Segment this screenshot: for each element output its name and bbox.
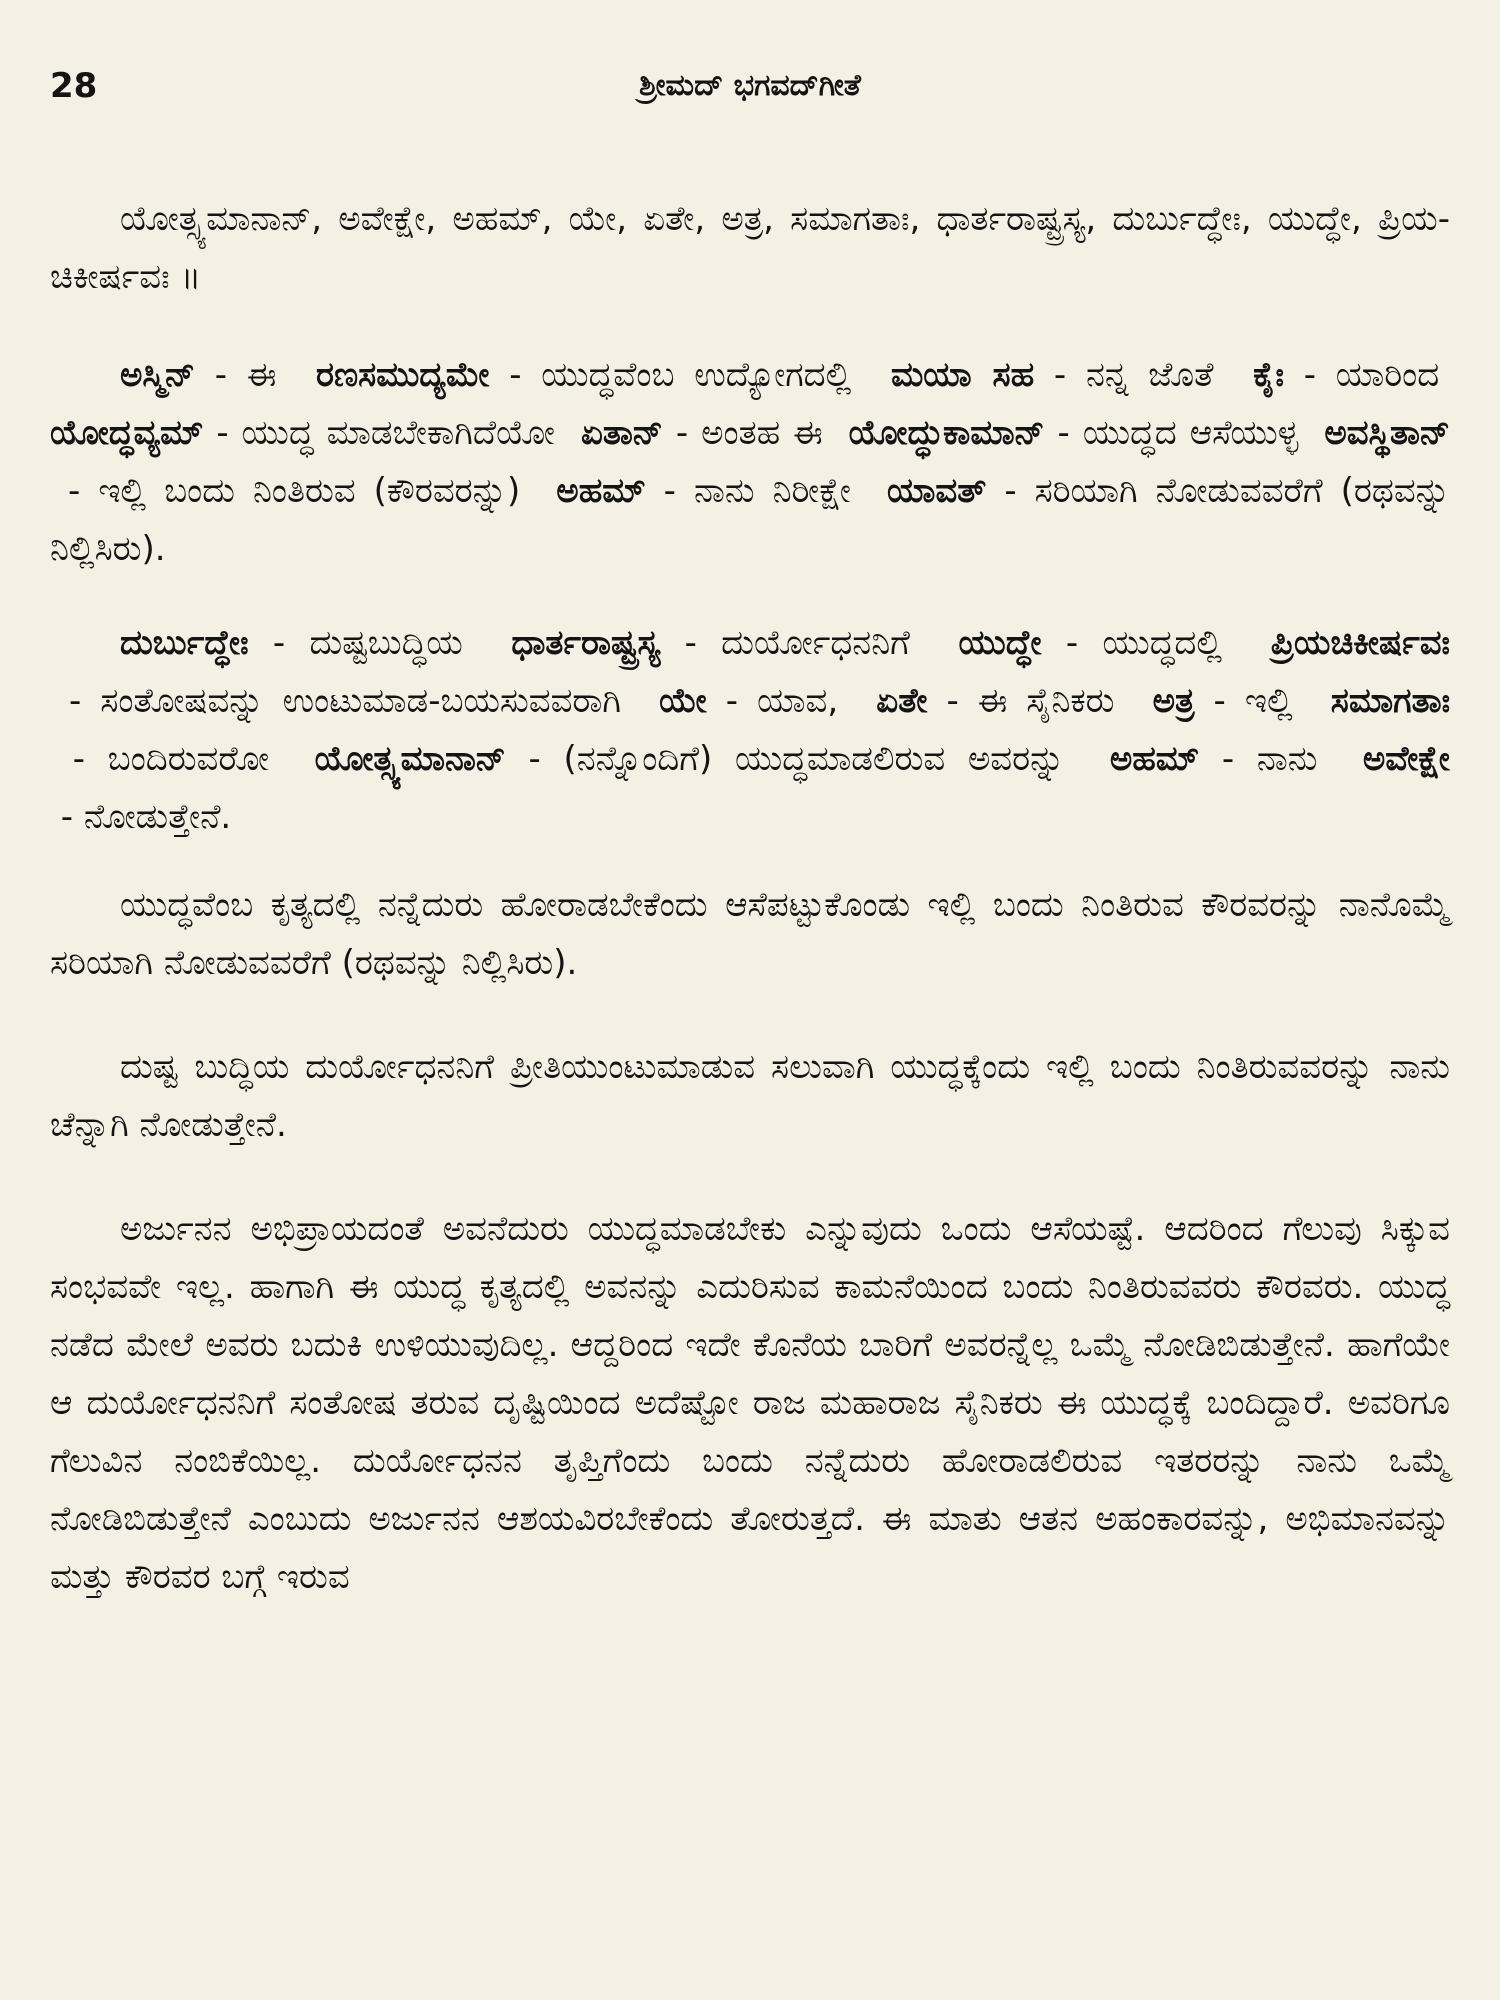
gloss-meaning: ಯಾವ, [757,681,839,721]
gloss-word: ರಣಸಮುದ್ಯಮೇ [315,355,490,395]
page-header [50,64,1450,120]
gloss-meaning: ನಾನು [1256,739,1318,779]
gloss-word: ಯೇ [659,681,707,721]
gloss-meaning: ಯಾರಿಂದ [1335,355,1440,395]
gloss-meaning: ಇಲ್ಲಿ [1244,681,1293,721]
gloss-word: ಯಾವತ್ [887,471,987,511]
page-number: 28 [50,66,98,106]
verse-text: ಯೋತ್ಸ್ಯಮಾನಾನ್, ಅವೇಕ್ಷೇ, ಅಹಮ್, ಯೇ, ಏತೇ, ಅತ್ರ, ಸಮಾಗತಾಃ, ಧಾರ್ತರಾಷ್ಟ್ರಸ್ಯ, ದುರ್ಬುದ್ಧೇಃ, ಯುದ್ಧೇ, ಪ್ರಿಯ-ಚಿಕೀರ್ಷವಃ ॥ [50,199,1450,297]
word-meaning-paragraph-2: ದುರ್ಬುದ್ಧೇಃ - ದುಷ್ಟಬುದ್ಧಿಯ ಧಾರ್ತರಾಷ್ಟ್ರಸ್ಯ - ದುರ್ಯೋಧನನಿಗೆ ಯುದ್ಧೇ - ಯುದ್ಧದಲ್ಲಿ ಪ್ರಿಯಚಿಕೀರ್ಷವಃ - ಸಂತೋಷವನ್ನು ಉಂಟುಮಾಡ-ಬಯಸುವವರಾಗಿ ಯೇ - ಯಾವ, ಏತೇ - ಈ ಸೈನಿಕರು ಅತ್ರ - ಇಲ್ಲಿ ಸಮಾಗತಾಃ - ಬಂದಿರುವರೋ ಯೋತ್ಸ್ಯಮಾನಾನ್ - (ನನ್ನೊಂದಿಗೆ) ಯುದ್ಧಮಾಡಲಿರುವ ಅವರನ್ನು ಅಹಮ್ - ನಾನು ಅವೇಕ್ಷೇ - ನೋಡುತ್ತೇನೆ. [50,623,1451,837]
gloss-word: ಯುದ್ಧೇ [958,623,1042,663]
gloss-word: ಅವಸ್ಥಿತಾನ್ [1324,413,1450,453]
translation-paragraph-1: ಯುದ್ಧವೆಂಬ ಕೃತ್ಯದಲ್ಲಿ ನನ್ನೆದುರು ಹೋರಾಡಬೇಕೆಂದು ಆಸೆಪಟ್ಟುಕೊಂಡು ಇಲ್ಲಿ ಬಂದು ನಿಂತಿರುವ ಕೌರವರನ್ನು ನಾನೊಮ್ಮೆ ಸರಿಯಾಗಿ ನೋಡುವವರೆಗೆ (ರಥವನ್ನು ನಿಲ್ಲಿಸಿರು). [50,885,1450,983]
gloss-meaning: ಈ ಸೈನಿಕರು [977,681,1115,721]
gloss-word: ಏತಾನ್ [580,413,663,453]
gloss-meaning: ಯುದ್ಧವೆಂಬ ಉದ್ಯೋಗದಲ್ಲಿ [541,355,852,395]
gloss-word: ದುರ್ಬುದ್ಧೇಃ [120,623,249,663]
gloss-meaning: ಈ [246,355,277,395]
gloss-word: ಕೈಃ [1253,355,1284,395]
gloss-meaning: ಯುದ್ಧದ ಆಸೆಯುಳ್ಳ [1082,413,1299,453]
gloss-meaning: ಯುದ್ಧ ಮಾಡಬೇಕಾಗಿದೆಯೋ [241,413,555,453]
gloss-meaning: ನೋಡುತ್ತೇನೆ. [83,797,232,837]
gloss-meaning: ಯುದ್ಧದಲ್ಲಿ [1102,623,1223,663]
gloss-meaning: (ನನ್ನೊಂದಿಗೆ) ಯುದ್ಧಮಾಡಲಿರುವ ಅವರನ್ನು [563,739,1065,779]
running-title: ಶ್ರೀಮದ್ ಭಗವದ್‌ಗೀತೆ [639,68,861,103]
gloss-meaning: ನನ್ನ ಜೊತೆ [1086,355,1214,395]
gloss-word: ಯೋತ್ಸ್ಯಮಾನಾನ್ [314,739,506,779]
gloss-word: ಮಯಾ ಸಹ [890,355,1035,395]
gloss-word: ಏತೇ [876,681,928,721]
gloss-meaning: ದುರ್ಯೋಧನನಿಗೆ [721,623,910,663]
gloss-word: ಅತ್ರ [1152,681,1195,721]
word-meaning-paragraph-1: ಅಸ್ಮಿನ್ - ಈ ರಣಸಮುದ್ಯಮೇ - ಯುದ್ಧವೆಂಬ ಉದ್ಯೋಗದಲ್ಲಿ ಮಯಾ ಸಹ - ನನ್ನ ಜೊತೆ ಕೈಃ - ಯಾರಿಂದ ಯೋದ್ಧವ್ಯಮ್ - ಯುದ್ಧ ಮಾಡಬೇಕಾಗಿದೆಯೋ ಏತಾನ್ - ಅಂತಹ ಈ ಯೋದ್ಧುಕಾಮಾನ್ - ಯುದ್ಧದ ಆಸೆಯುಳ್ಳ ಅವಸ್ಥಿತಾನ್ - ಇಲ್ಲಿ ಬಂದು ನಿಂತಿರುವ (ಕೌರವರನ್ನು) ಅಹಮ್ - ನಾನು ನಿರೀಕ್ಷೇ ಯಾವತ್ - ಸರಿಯಾಗಿ ನೋಡುವವರೆಗೆ (ರಥವನ್ನು ನಿಲ್ಲಿಸಿರು). [50,355,1450,569]
gloss-meaning: ಸಂತೋಷವನ್ನು ಉಂಟುಮಾಡ-ಬಯಸುವವರಾಗಿ [100,681,622,721]
gloss-meaning: ಸರಿಯಾಗಿ ನೋಡುವವರೆಗೆ (ರಥವನ್ನು ನಿಲ್ಲಿಸಿರು). [50,471,1450,569]
gloss-word: ಅಹಮ್ [1109,739,1200,779]
gloss-meaning: ನಾನು ನಿರೀಕ್ಷೇ [693,471,851,511]
gloss-meaning: ದುಷ್ಟಬುದ್ಧಿಯ [309,623,463,663]
gloss-meaning: ಬಂದಿರುವರೋ [107,739,270,779]
commentary-paragraph: ಅರ್ಜುನನ ಅಭಿಪ್ರಾಯದಂತೆ ಅವನೆದುರು ಯುದ್ಧಮಾಡಬೇಕು ಎನ್ನುವುದು ಒಂದು ಆಸೆಯಷ್ಟೆ. ಆದರಿಂದ ಗೆಲುವು ಸಿಕ್ಕುವ ಸಂಭವವೇ ಇಲ್ಲ. ಹಾಗಾಗಿ ಈ ಯುದ್ಧ ಕೃತ್ಯದಲ್ಲಿ ಅವನನ್ನು ಎದುರಿಸುವ ಕಾಮನೆಯಿಂದ ಬಂದು ನಿಂತಿರುವವರು ಕೌರವರು. ಯುದ್ಧ ನಡೆದ ಮೇಲೆ ಅವರು ಬದುಕಿ ಉಳಿಯುವುದಿಲ್ಲ. ಆದ್ದರಿಂದ ಇದೇ ಕೊನೆಯ ಬಾರಿಗೆ ಅವರನ್ನೆಲ್ಲ ಒಮ್ಮೆ ನೋಡಿಬಿಡುತ್ತೇನೆ. ಹಾಗೆಯೇ ಆ ದುರ್ಯೋಧನನಿಗೆ ಸಂತೋಷ ತರುವ ದೃಷ್ಟಿಯಿಂದ ಅದೆಷ್ಟೋ ರಾಜ ಮಹಾರಾಜ ಸೈನಿಕರು ಈ ಯುದ್ಧಕ್ಕೆ ಬಂದಿದ್ದಾರೆ. ಅವರಿಗೂ ಗೆಲುವಿನ ನಂಬಿಕೆಯಿಲ್ಲ. ದುರ್ಯೋಧನನ ತೃಪ್ತಿಗೆಂದು ಬಂದು ನನ್ನೆದುರು ಹೋರಾಡಲಿರುವ ಇತರರನ್ನು ನಾನು ಒಮ್ಮೆ ನೋಡಿಬಿಡುತ್ತೇನೆ ಎಂಬುದು ಅರ್ಜುನನ ಆಶಯವಿರಬೇಕೆಂದು ತೋರುತ್ತದೆ. ಈ ಮಾತು ಆತನ ಅಹಂಕಾರವನ್ನು, ಅಭಿಮಾನವನ್ನು ಮತ್ತು ಕೌರವರ ಬಗ್ಗೆ ಇರುವ [50,1209,1450,1597]
gloss-word: ಅಹಮ್ [556,471,646,511]
gloss-word: ಧಾರ್ತರಾಷ್ಟ್ರಸ್ಯ [511,623,661,663]
gloss-word: ಪ್ರಿಯಚಿಕೀರ್ಷವಃ [1270,623,1451,663]
gloss-meaning: ಅಂತಹ ಈ [701,413,823,453]
gloss-meaning: ಇಲ್ಲಿ ಬಂದು ನಿಂತಿರುವ (ಕೌರವರನ್ನು) [98,471,521,511]
gloss-word: ಅವೇಕ್ಷೇ [1362,739,1450,779]
gloss-word: ಅಸ್ಮಿನ್ [120,355,196,395]
gloss-word: ಯೋದ್ಧುಕಾಮಾನ್ [848,413,1045,453]
translation-paragraph-2: ದುಷ್ಟ ಬುದ್ಧಿಯ ದುರ್ಯೋಧನನಿಗೆ ಪ್ರೀತಿಯುಂಟುಮಾಡುವ ಸಲುವಾಗಿ ಯುದ್ಧಕ್ಕೆಂದು ಇಲ್ಲಿ ಬಂದು ನಿಂತಿರುವವರನ್ನು ನಾನು ಚೆನ್ನಾಗಿ ನೋಡುತ್ತೇನೆ. [50,1047,1450,1145]
gloss-word: ಸಮಾಗತಾಃ [1330,681,1451,721]
gloss-word: ಯೋದ್ಧವ್ಯಮ್ [50,413,204,453]
